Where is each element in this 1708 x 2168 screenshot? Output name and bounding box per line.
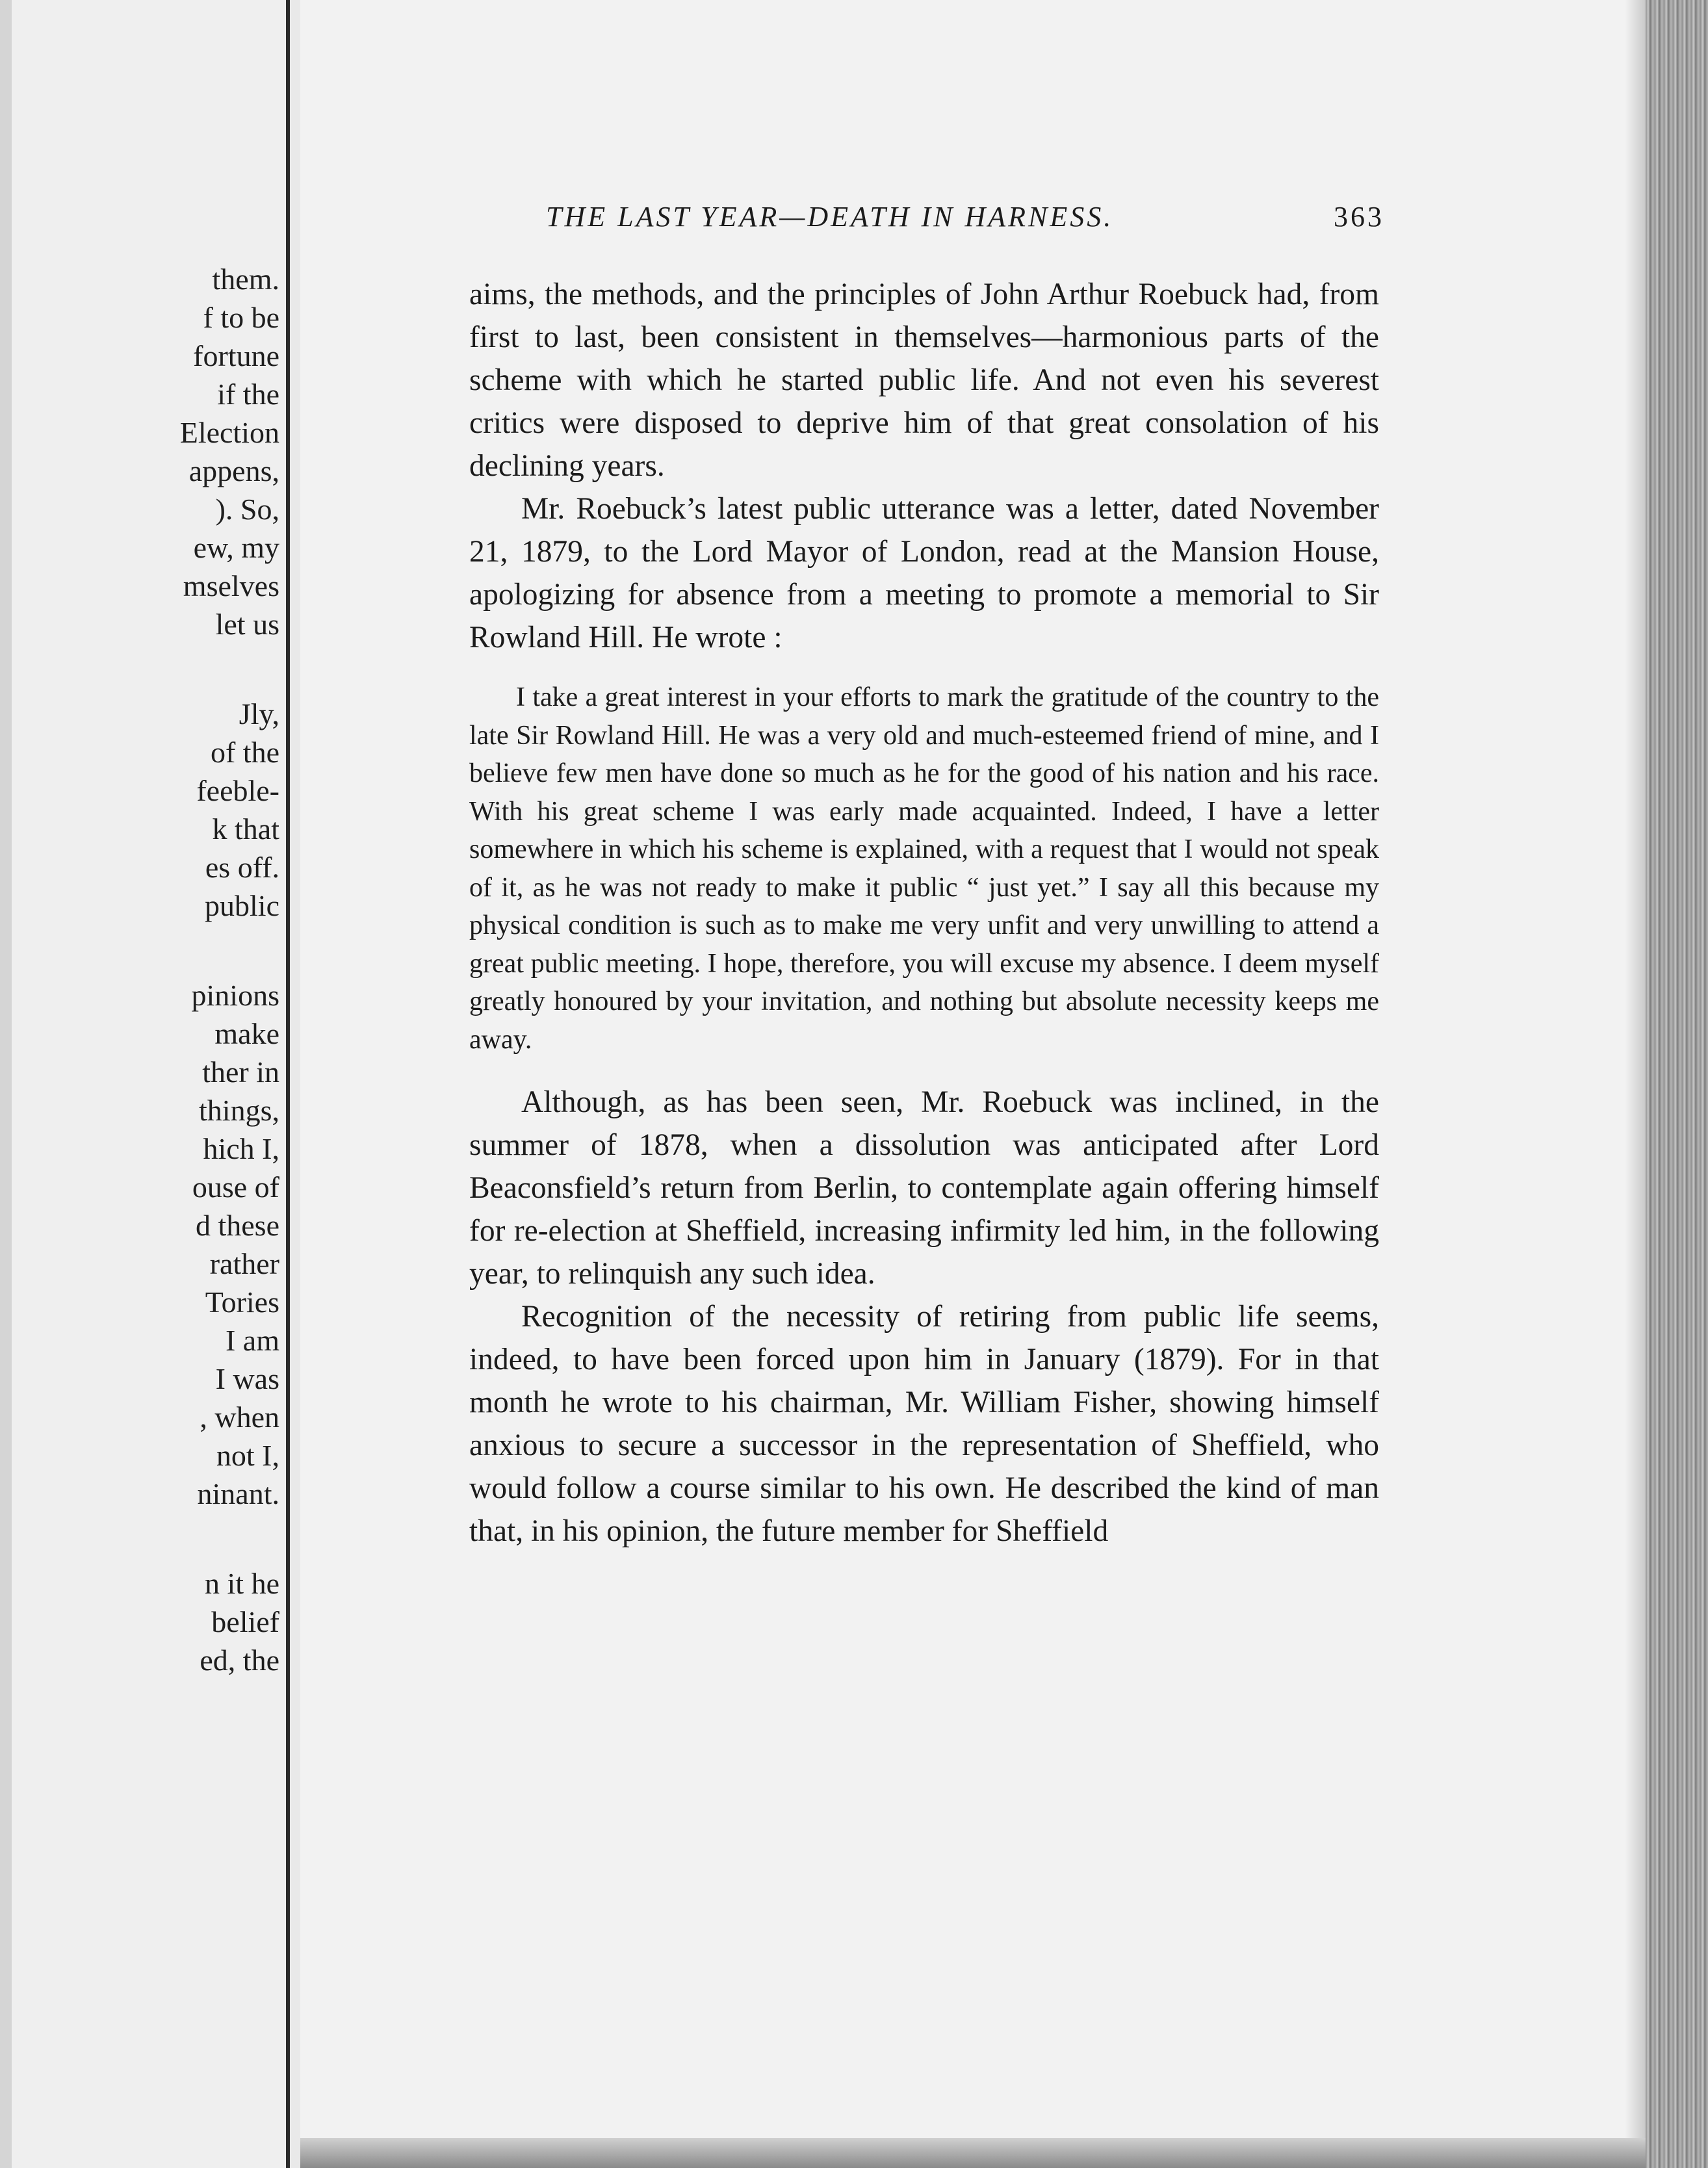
running-head bbox=[546, 200, 1384, 233]
left-fragment-line: feeble- bbox=[196, 774, 279, 807]
left-fragment-line: let us bbox=[215, 608, 279, 641]
left-fragment-line: them. bbox=[212, 263, 279, 296]
left-fragment-line: ninant. bbox=[197, 1477, 279, 1510]
left-fragment-line: not I, bbox=[216, 1439, 279, 1472]
page-number: 363 bbox=[1334, 201, 1384, 233]
left-fragment-line: ed, the bbox=[200, 1644, 279, 1677]
left-fragment-line: k that bbox=[212, 812, 279, 845]
left-fragment-line: ). So, bbox=[215, 493, 279, 526]
block-quote-letter: I take a great interest in your efforts to mark the gratitude of the country to the late Sir Rowland Hill. He was a very old and much-esteemed friend of mine, and I believe few men have done so much as he for the good of his nation and his race. With his great scheme I was early made acquainted. Indeed, I have a letter somewhere in which his scheme is explained, with a request that I would not speak of it, as he was not ready to make it public “ just yet.” I say all this because my physical condition is such as to make me very unfit and very unwilling to attend a great public meeting. I hope, therefore, you will excuse my absence. I deem myself greatly honoured by your invitation, and nothing but absolute necessity keeps me away. bbox=[469, 682, 1379, 1055]
left-fragment-line: hich I, bbox=[203, 1132, 279, 1165]
book-page-edges bbox=[1646, 0, 1708, 2168]
left-fragment-line: things, bbox=[199, 1094, 279, 1127]
left-fragment-line: Jly, bbox=[239, 697, 279, 730]
paragraph-2: Mr. Roebuck’s latest public utterance was a letter, dated November 21, 1879, to the Lord Mayor of London, read at the Mansion House, apologizing for absence from a meeting to promote a memorial to Sir Rowland Hill. He wrote : bbox=[469, 492, 1379, 654]
left-fragment-line: ew, my bbox=[193, 531, 279, 564]
left-fragment-line: I was bbox=[215, 1362, 279, 1395]
paragraph-3: Although, as has been seen, Mr. Roebuck was inclined, in the summer of 1878, when a dissolution was anticipated after Lord Beaconsfield’s return from Berlin, to contemplate again offering himself for re-election at Sheffield, increasing infirmity led him, in the following year, to relinquish any such idea. bbox=[469, 1085, 1379, 1291]
left-fragment-line: I am bbox=[225, 1324, 279, 1357]
text-block bbox=[469, 273, 1379, 1553]
left-fragment-line: belief bbox=[211, 1605, 279, 1638]
left-fragment-line: mselves bbox=[183, 569, 279, 602]
left-fragment-line: ouse of bbox=[192, 1170, 279, 1204]
page-curl-shadow bbox=[1625, 0, 1647, 2168]
left-fragment-line: , when bbox=[200, 1400, 279, 1434]
left-fragment-line: n it he bbox=[205, 1567, 279, 1600]
left-facing-page bbox=[0, 0, 290, 2168]
running-title: THE LAST YEAR—DEATH IN HARNESS. bbox=[546, 201, 1114, 233]
paragraph-1: aims, the methods, and the principles of John Arthur Roebuck had, from first to last, been consistent in themselves—harmonious parts of the scheme with which he started public life. And not even his severest critics were disposed to deprive him of that great consolation of his declining years. bbox=[469, 277, 1379, 483]
left-fragment-line: pinions bbox=[191, 979, 279, 1012]
left-fragment-line: ther in bbox=[202, 1055, 279, 1089]
paragraph-4: Recognition of the necessity of retiring from public life seems, indeed, to have been forced upon him in January (1879). For in that month he wrote to his chairman, Mr. William Fisher, showing himself anxious to secure a successor in the representation of Sheffield, who would follow a course similar to his own. He described the kind of man that, in his opinion, the future member for Sheffield bbox=[469, 1300, 1379, 1548]
left-fragment-line: fortune bbox=[193, 339, 279, 372]
left-fragment-line: f to be bbox=[203, 301, 279, 334]
left-fragment-line: d these bbox=[195, 1209, 279, 1242]
left-fragment-line: rather bbox=[209, 1247, 279, 1280]
left-fragment-line: Tories bbox=[205, 1285, 279, 1319]
left-fragment-line: if the bbox=[217, 378, 279, 411]
left-fragment-line: appens, bbox=[188, 454, 279, 487]
left-page-text-fragments bbox=[0, 260, 279, 1679]
left-fragment-line: es off. bbox=[205, 851, 279, 884]
left-fragment-line: make bbox=[214, 1017, 279, 1050]
left-fragment-line: public bbox=[205, 889, 279, 922]
left-fragment-line: Election bbox=[179, 416, 279, 449]
left-fragment-line: of the bbox=[210, 736, 279, 769]
bottom-page-edge bbox=[300, 2138, 1646, 2168]
